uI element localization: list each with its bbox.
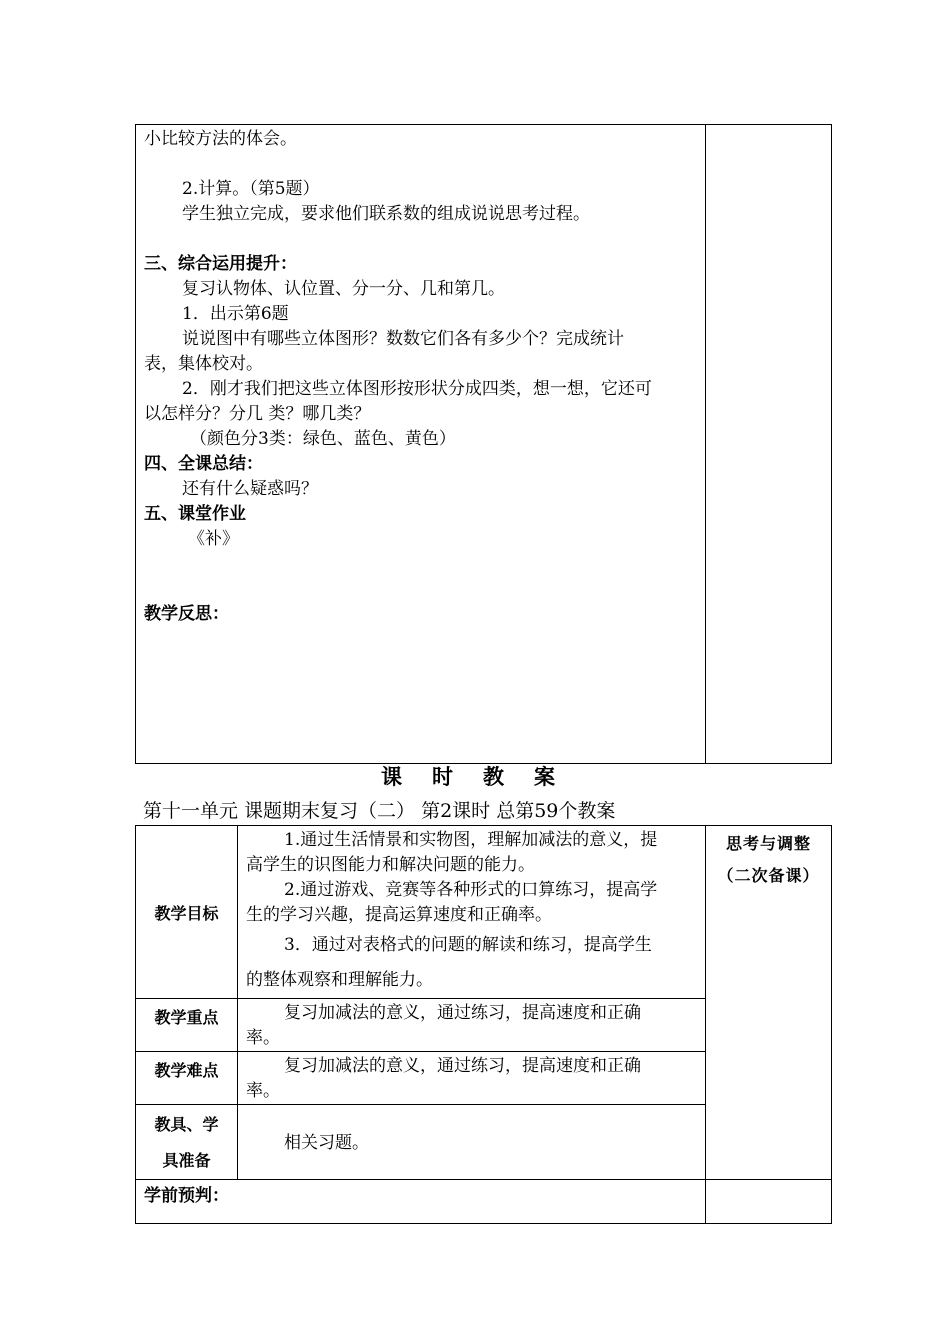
goal-line: 高学生的识图能力和解决问题的能力。: [246, 855, 535, 875]
text-line: （颜色分3类：绿色、蓝色、黄色）: [190, 429, 456, 449]
reflection-heading: 教学反思：: [144, 604, 229, 624]
lesson-process-cell: [136, 125, 706, 764]
key-label: 教学重点: [136, 999, 238, 1052]
tools-label: [136, 1105, 238, 1180]
text-line: 说说图中有哪些立体图形？数数它们各有多少个？完成统计: [182, 329, 624, 349]
section-heading: 三、综合运用提升：: [144, 254, 297, 274]
section-heading: 五、课堂作业: [144, 504, 246, 524]
second-prep-header: （二次备课）: [717, 866, 820, 885]
text-line: 2．刚才我们把这些立体图形按形状分成四类，想一想，它还可: [182, 379, 652, 399]
adjustment-header-cell: [706, 826, 832, 1180]
goals-content: [238, 826, 706, 999]
lesson-plan-table: [135, 825, 832, 1224]
text-line: 还有什么疑惑吗？: [182, 479, 318, 499]
text-line: 以怎样分？分几 类？哪几类？: [144, 404, 371, 424]
tools-content: [238, 1105, 706, 1180]
text-line: 学生独立完成，要求他们联系数的组成说说思考过程。: [182, 204, 590, 224]
key-content: [238, 999, 706, 1052]
difficult-line: 复习加减法的意义，通过练习，提高速度和正确: [284, 1056, 641, 1076]
text-line: 表，集体校对。: [144, 354, 263, 374]
goal-line: 3．通过对表格式的问题的解读和练习，提高学生: [284, 935, 652, 955]
lesson-subtitle: 第十一单元 课题期末复习（二） 第2课时 总第59个教案: [143, 800, 616, 822]
adjustment-header: 思考与调整: [725, 834, 811, 853]
text-line: 1．出示第6题: [182, 304, 289, 324]
text-line: 复习认物体、认位置、分一分、几和第几。: [182, 279, 505, 299]
goals-label: 教学目标: [136, 826, 238, 999]
difficult-content: [238, 1052, 706, 1105]
text-line: 《补》: [188, 529, 239, 549]
goal-line: 的整体观察和理解能力。: [246, 970, 433, 990]
section-heading: 四、全课总结：: [144, 454, 263, 474]
tools-line: 相关习题。: [284, 1132, 369, 1153]
predict-side-cell: [706, 1180, 832, 1224]
goal-line: 生的学习兴趣，提高运算速度和正确率。: [246, 905, 552, 925]
text-line: 小比较方法的体会。: [144, 129, 297, 149]
difficult-label: 教学难点: [136, 1052, 238, 1105]
goal-line: 2.通过游戏、竞赛等各种形式的口算练习，提高学: [284, 880, 658, 900]
key-line: 复习加减法的意义，通过练习，提高速度和正确: [284, 1003, 641, 1023]
previous-lesson-table: [135, 124, 832, 764]
difficult-line: 率。: [246, 1081, 280, 1101]
adjustment-cell: [706, 125, 832, 764]
goal-line: 1.通过生活情景和实物图，理解加减法的意义，提: [284, 830, 658, 850]
key-line: 率。: [246, 1028, 280, 1048]
tools-label-line: 具准备: [162, 1151, 211, 1170]
page-title: 课时教案: [381, 765, 585, 789]
text-line: 2.计算。（第5题）: [182, 179, 320, 199]
tools-label-line: 教具、学: [154, 1115, 219, 1134]
predict-label: 学前预判：: [136, 1180, 706, 1224]
